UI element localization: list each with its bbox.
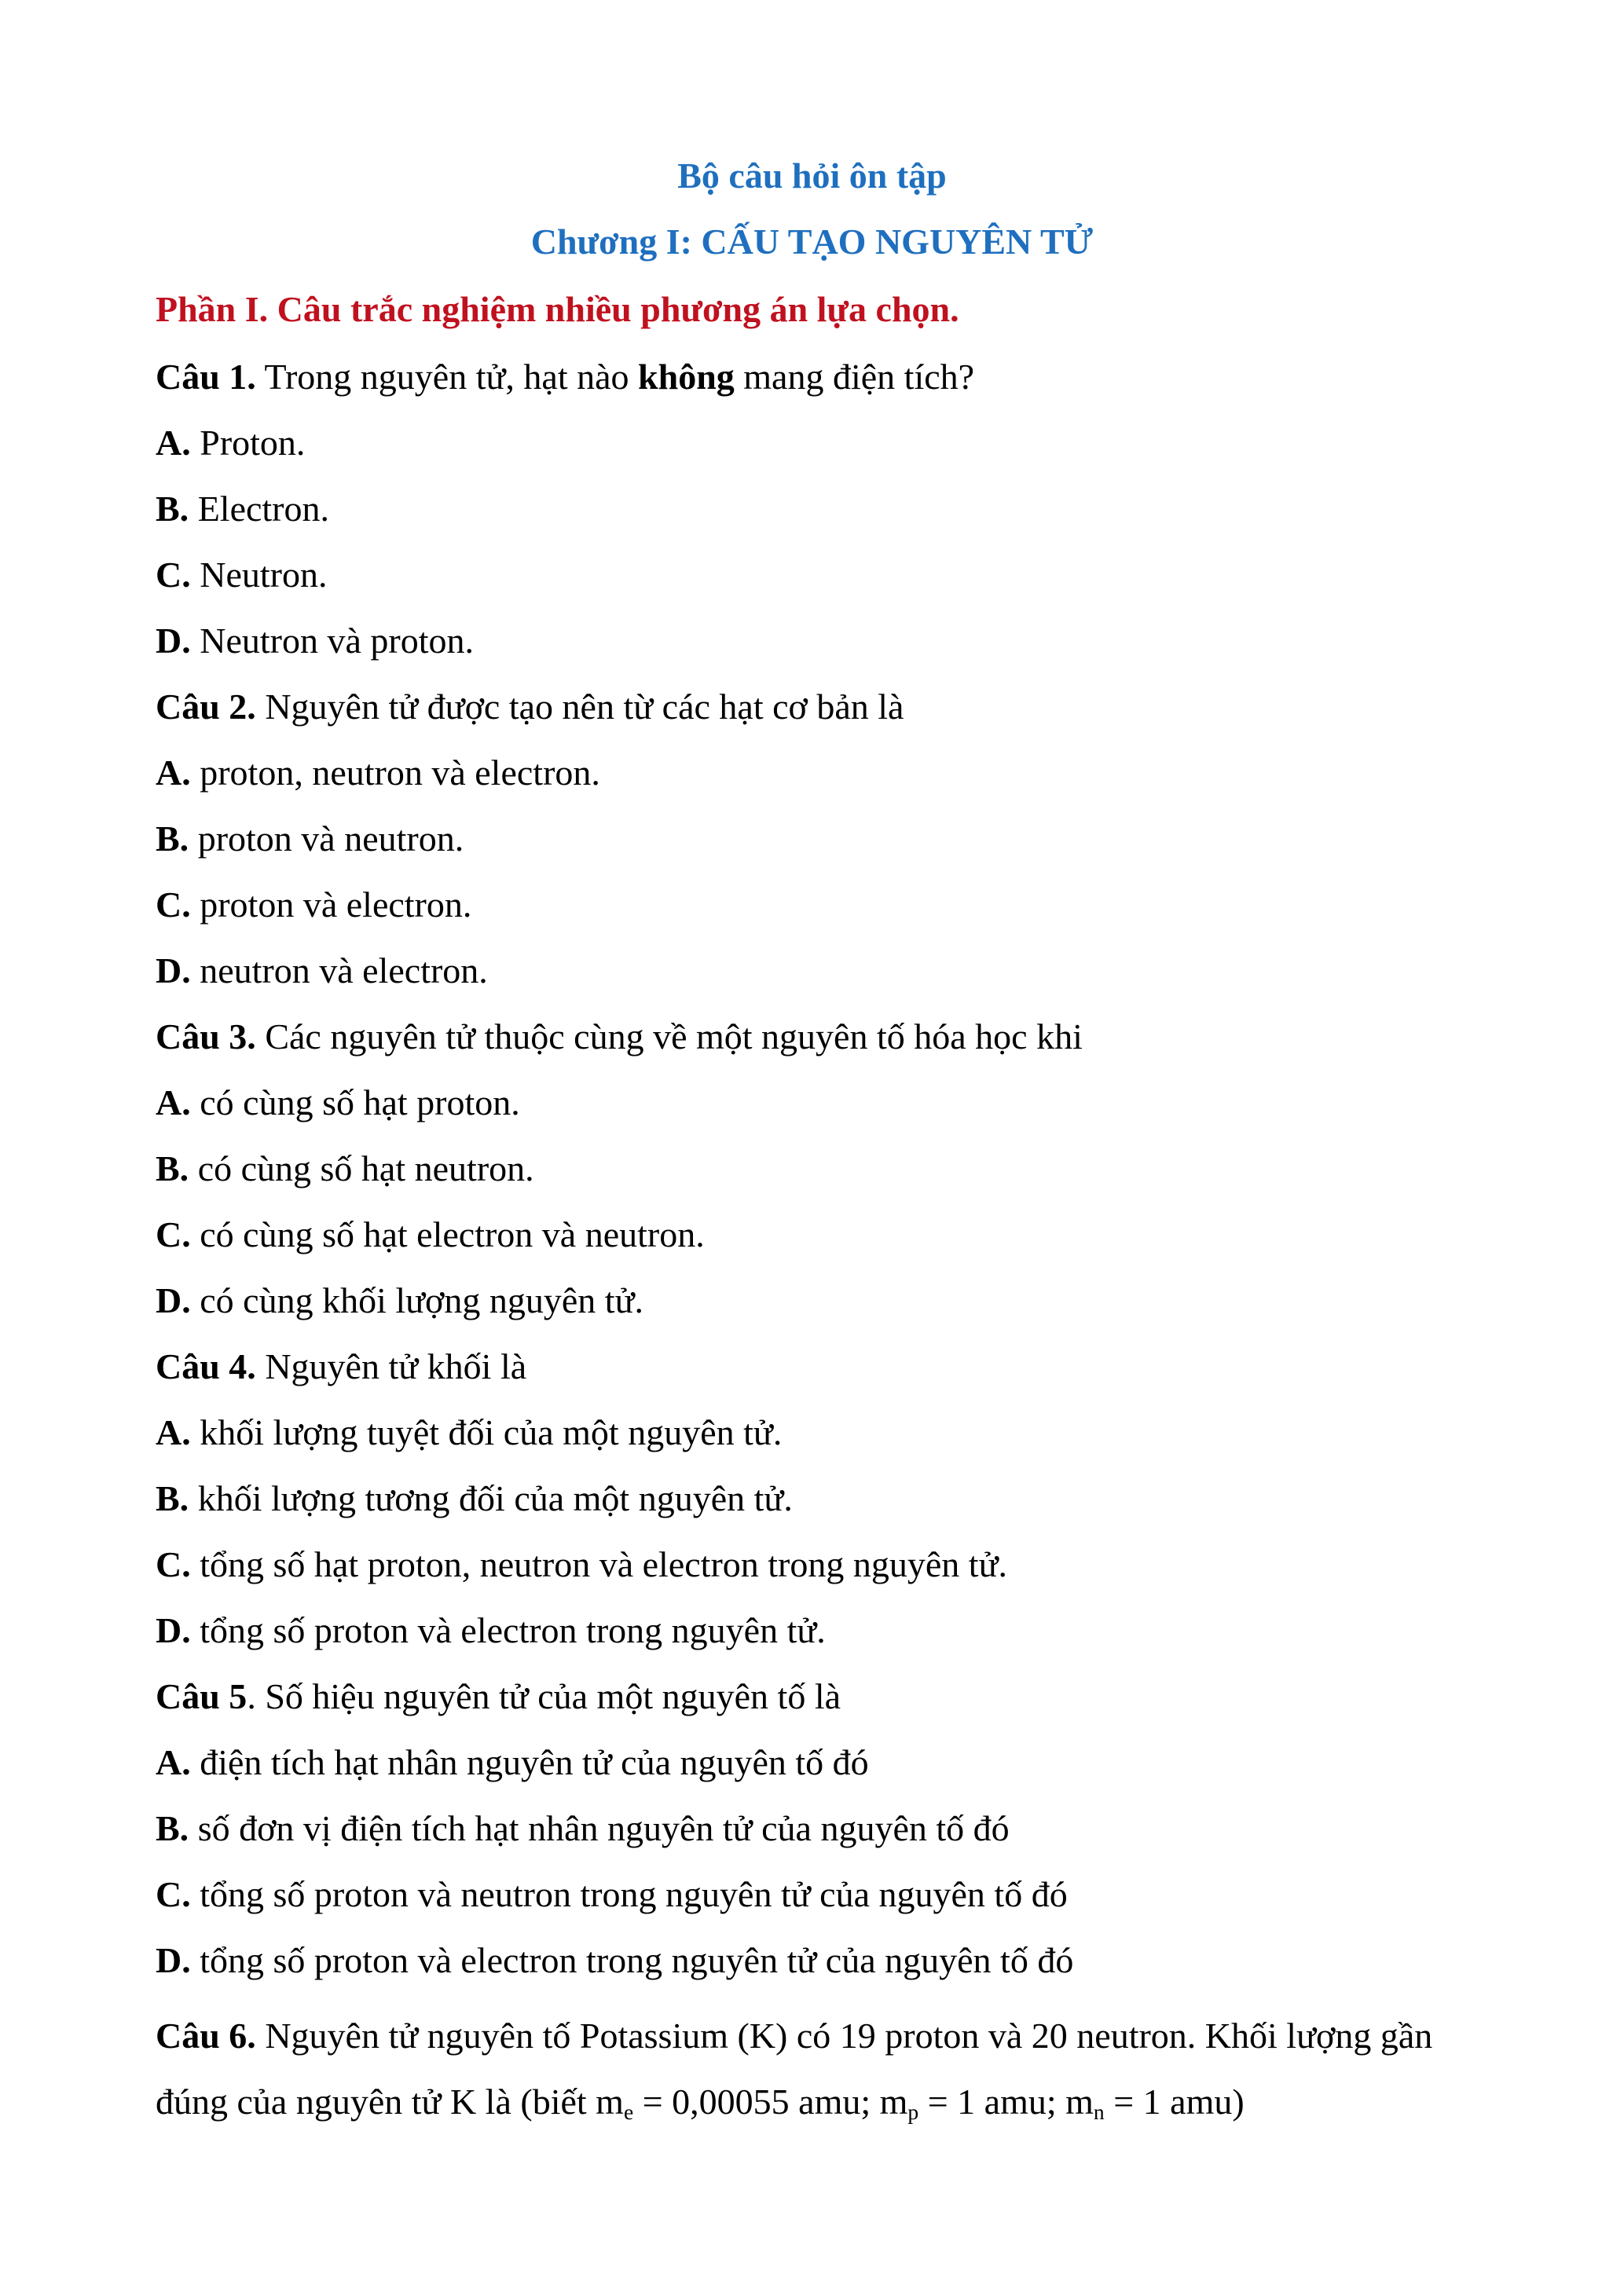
question-list [156,353,1491,2135]
option-label: A. [156,753,191,793]
option-text: proton và electron. [190,884,472,925]
answer-option [156,1475,1491,1541]
answer-option [156,815,1491,881]
option-text: tổng số proton và neutron trong nguyên tử của nguyên tố đó [190,1874,1068,1914]
question-stem [156,2003,1491,2135]
question-text: Nguyên tử được tạo nên từ các hạt cơ bản là [255,687,904,727]
question-text: . Số hiệu nguyên tử của một nguyên tố là [247,1676,841,1716]
question-label: Câu 3. [156,1016,256,1056]
option-label: C. [156,1214,191,1254]
option-label: C. [156,1874,191,1914]
answer-option [156,1409,1491,1475]
option-label: A. [156,1742,191,1782]
section-heading: Phần I. Câu trắc nghiệm nhiều phương án lựa chọn. [156,289,959,329]
subscript-e: e [623,2099,634,2124]
question-label: Câu 1. [156,357,256,397]
option-text: tổng số hạt proton, neutron và electron trong nguyên tử. [190,1544,1008,1584]
answer-option [156,1805,1491,1871]
option-text: neutron và electron. [190,950,488,991]
answer-option [156,1871,1491,1937]
answer-option [156,551,1491,617]
option-label: B. [156,1808,189,1848]
question-text: Trong nguyên tử, hạt nào [255,357,639,397]
subscript-n: n [1093,2099,1105,2124]
option-label: A. [156,1082,191,1122]
subscript-p: p [907,2099,919,2124]
option-label: B. [156,1148,189,1188]
question-label: Câu 5 [156,1676,247,1716]
option-label: C. [156,555,191,595]
option-text: Neutron. [190,555,328,595]
option-label: D. [156,1280,191,1320]
question-label: Câu 6. [156,2016,256,2056]
answer-option [156,1541,1491,1607]
question-text: = 0,00055 amu; m [633,2082,908,2122]
answer-option [156,1145,1491,1211]
question-stem [156,1343,1491,1409]
answer-option [156,1079,1491,1145]
option-text: proton và neutron. [189,818,464,859]
option-text: điện tích hạt nhân nguyên tử của nguyên tố đó [190,1742,869,1782]
question-stem [156,1013,1491,1079]
answer-option [156,881,1491,947]
option-label: D. [156,1940,191,1980]
option-text: số đơn vị điện tích hạt nhân nguyên tử của nguyên tố đó [189,1808,1010,1848]
option-label: A. [156,1412,191,1452]
answer-option [156,1211,1491,1277]
answer-option [156,485,1491,551]
answer-option [156,1277,1491,1343]
question-text: Nguyên tử nguyên tố Potassium (K) có 19 proton và 20 neutron. Khối lượng gần đúng của nguyên tử K là (biết m [156,2016,1433,2122]
option-label: A. [156,423,191,463]
answer-option [156,749,1491,815]
document-title: Bộ câu hỏi ôn tập [677,156,947,196]
answer-option [156,1739,1491,1805]
question-text: = 1 amu; m [918,2082,1094,2122]
option-text: có cùng số hạt neutron. [189,1148,534,1188]
answer-option [156,419,1491,485]
question-text: Nguyên tử khối là [255,1346,527,1386]
question-text: Các nguyên tử thuộc cùng về một nguyên tố hóa học khi [255,1016,1083,1056]
question-label: Câu 2. [156,687,256,727]
answer-option [156,947,1491,1013]
question-text: mang điện tích? [734,357,975,397]
question-stem [156,1673,1491,1739]
option-text: khối lượng tương đối của một nguyên tử. [189,1478,793,1518]
option-label: D. [156,1610,191,1650]
option-text: Electron. [189,489,329,529]
option-text: proton, neutron và electron. [190,753,600,793]
chapter-heading: Chương I: CẤU TẠO NGUYÊN TỬ [530,222,1094,262]
answer-option [156,617,1491,683]
answer-option [156,1937,1491,2003]
option-text: có cùng khối lượng nguyên tử. [190,1280,644,1320]
option-text: có cùng số hạt proton. [190,1082,520,1122]
question-stem [156,353,1491,419]
option-label: B. [156,1478,189,1518]
option-label: D. [156,950,191,991]
option-text: tổng số proton và electron trong nguyên tử. [190,1610,826,1650]
question-text: = 1 amu) [1104,2082,1245,2122]
question-label: Câu 4. [156,1346,256,1386]
option-text: Proton. [190,423,306,463]
answer-option [156,1607,1491,1673]
option-label: D. [156,621,191,661]
option-text: khối lượng tuyệt đối của một nguyên tử. [190,1412,783,1452]
option-label: B. [156,489,189,529]
option-text: có cùng số hạt electron và neutron. [190,1214,705,1254]
option-text: tổng số proton và electron trong nguyên tử của nguyên tố đó [190,1940,1074,1980]
option-text: Neutron và proton. [190,621,474,661]
option-label: C. [156,884,191,925]
option-label: C. [156,1544,191,1584]
question-stem [156,683,1491,749]
emphasis-text: không [638,357,735,397]
option-label: B. [156,818,189,859]
